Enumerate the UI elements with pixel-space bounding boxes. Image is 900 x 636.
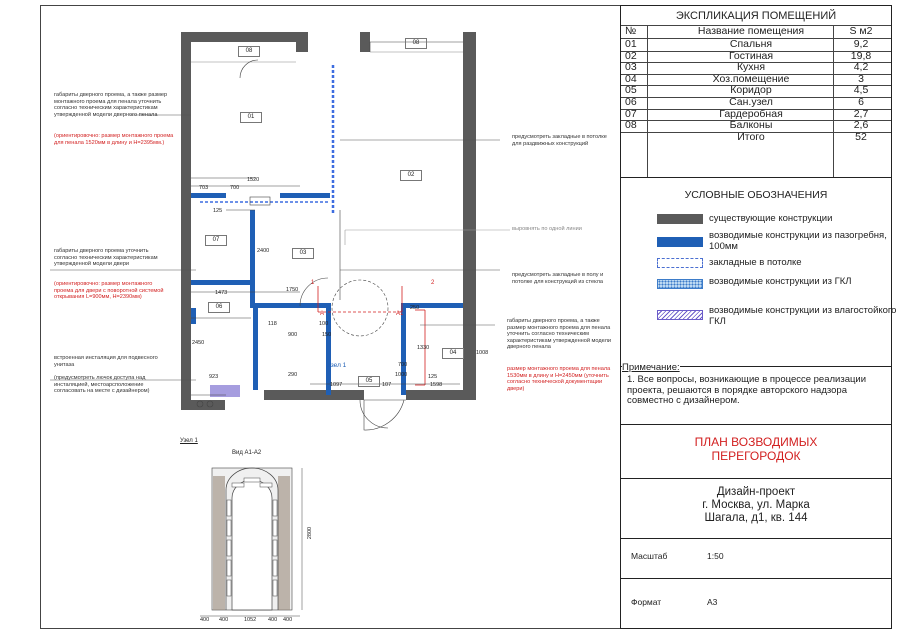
explication-num: 03: [625, 61, 637, 74]
project-info: Дизайн-проект г. Москва, ул. Марка Шагала, д1, кв. 144: [702, 486, 810, 524]
explication-header: № Название помещения S м2: [625, 25, 873, 37]
room-tag-utility: 04: [442, 348, 464, 359]
node-dim: 400: [268, 617, 278, 623]
format-value: А3: [707, 597, 718, 607]
remark-text: 1. Все вопросы, возникающие в процессе реализации проекта, решаются в порядке авторского надзора совместно с дизайнером.: [627, 374, 867, 406]
legend-swatch-moisture-gkl: [657, 310, 703, 320]
node-ref-label: Узел 1: [327, 362, 347, 369]
explication-row: [621, 97, 891, 109]
explication-area: 4,5: [853, 84, 869, 97]
room-tag-bathroom: 06: [208, 302, 230, 313]
dim-label: 1008: [476, 350, 489, 356]
dim-label: 1520: [247, 177, 260, 183]
node-dim: 400: [283, 617, 293, 623]
explication-num: 02: [625, 49, 637, 62]
explication-num: 07: [625, 107, 637, 120]
dim-label: 703: [199, 185, 209, 191]
note-installation-hatch: (предусмотреть лючок доступа над инсталяцией, местоарсположение согласовать на месте с дизайнером): [54, 375, 150, 395]
explication-area: 2,7: [853, 107, 869, 120]
room-tag-corridor: 05: [358, 376, 380, 387]
scale-label: Масштаб: [631, 551, 668, 561]
dim-label: 1598: [430, 382, 443, 388]
explication-num: 05: [625, 84, 637, 97]
legend-swatch-existing: [657, 214, 703, 224]
explication-row: [621, 39, 891, 51]
explication-num: 06: [625, 96, 637, 108]
scale-value: 1:50: [707, 551, 724, 561]
node-detail: [200, 468, 302, 616]
note-ceiling-embed: предусмотреть закладные в потолке для раздвижных конструкций: [512, 134, 607, 147]
dim-label: 125: [213, 208, 223, 214]
explication-area: 6: [858, 96, 864, 108]
dim-label: 2400: [257, 248, 270, 254]
explication-num: 04: [625, 72, 637, 85]
entry-door: [364, 400, 404, 430]
dim-label: 150: [322, 332, 332, 338]
explication-num: 08: [625, 119, 637, 132]
section-mark-2: 2: [431, 280, 435, 286]
node-circle: [332, 280, 388, 336]
dim-label: 118: [268, 321, 277, 327]
dim-label: 100: [319, 321, 329, 327]
dim-label: 1000: [395, 372, 408, 378]
explication-num: 01: [625, 38, 637, 50]
dim-label: 290: [288, 372, 298, 378]
explication-area: 19,8: [850, 49, 872, 62]
explication-area: 3: [858, 72, 864, 85]
node-title: Узел 1: [180, 438, 198, 444]
legend-swatch-gkl: [657, 279, 703, 289]
dim-label: 125: [428, 374, 438, 380]
room-tag-wardrobe: 07: [205, 235, 227, 246]
explication-col-sep: [833, 25, 834, 177]
dim-label: 1097: [330, 382, 343, 388]
room-tag-balcony-1: 08: [238, 46, 260, 57]
explication-name: Кухня: [736, 61, 766, 74]
node-dim: 400: [200, 617, 210, 623]
dim-label: 700: [230, 185, 240, 191]
explication-area: 4,2: [853, 61, 869, 74]
explication-name: Хоз.помещение: [712, 72, 790, 85]
note-door-opening-approx: (ориентировочно: размер монтажного проема для двери с поворотной системой открывания L=900мм, Н=2390мм): [54, 281, 164, 301]
section-mark-1: 1: [311, 280, 315, 286]
dim-label: 107: [382, 382, 392, 388]
note-utility-door: габариты дверного проема, а также размер монтажного проема для пенала уточнить согласно техническим характеристикам утвержденной модели дверного пенала: [507, 318, 611, 351]
note-installation: встроенная инсталяция для подвесного унитаза: [54, 355, 158, 368]
legend-title: УСЛОВНЫЕ ОБОЗНАЧЕНИЯ: [684, 189, 828, 201]
explication-title: ЭКСПЛИКАЦИЯ ПОМЕЩЕНИЙ: [675, 10, 837, 22]
dim-label: 1750: [286, 287, 299, 293]
room-tag-kitchen: 03: [292, 248, 314, 259]
explication-name: Балконы: [729, 119, 773, 132]
explication-area: 9,2: [853, 38, 869, 50]
dim-label: 1330: [417, 345, 430, 351]
dim-label: 900: [288, 332, 298, 338]
note-door-pencil-case-approx: (ориентировочно: размер монтажного проема для пенала 1520мм в длину и Н=2395мм.): [54, 133, 174, 146]
explication-area: 2,6: [853, 119, 869, 132]
legend-swatch-ceiling-embed: [657, 258, 703, 268]
legend-swatch-tongue-groove: [657, 237, 703, 247]
explication-name: Сан.узел: [729, 96, 773, 108]
note-utility-door-approx: размер монтажного проема для пенала 1530мм в длину и Н=2450мм (уточнить согласно технической документации двери): [507, 366, 611, 392]
room-tag-living: 02: [400, 170, 422, 181]
dim-label: 250: [410, 305, 420, 311]
note-door-pencil-case: габариты дверного проема, а также размер монтажного проема для пенала уточнить согласно техническим характеристикам утвержденной модели дверного пенала: [54, 92, 168, 118]
explication-col-sep: [647, 25, 648, 177]
explication-name: Коридор: [730, 84, 772, 97]
note-door-opening: габариты дверного проема уточнить согласно техническим характеристикам утвержденной модели двери: [54, 248, 158, 268]
node-dim: 1052: [244, 617, 257, 623]
dim-label: 700: [398, 362, 408, 368]
note-align: выровнять по одной линии: [512, 226, 582, 232]
explication-name: Гостиная: [728, 49, 774, 62]
node-dim: 400: [219, 617, 229, 623]
dim-label: 1473: [215, 290, 228, 296]
explication-name: Гардеробная: [719, 107, 783, 120]
dim-label: 923: [209, 374, 219, 380]
title-block: ЭКСПЛИКАЦИЯ ПОМЕЩЕНИЙ № Название помещения S м2 01 Спальня 9,2 02 Гостиная 19,8 03 Кухня 4,2 04 Хоз.помещение 3 05 Коридор 4,5 06 Сан.узел 6 07 Гардеробная 2,7 08 Балконы 2,6 Итого 52 УСЛОВНЫЕ ОБОЗНАЧЕНИЯ существующие конструкции возводимые конструкции из пазогребня, 100мм закладные в потолке возводимые конструкции из ГКЛ возводимые конструкции из влагостойкого ГКЛ Примечание: 1. Все вопросы, возникающие в процессе реализации проекта, решаются в порядке авторского надзора совместно с дизайнером. ПЛАН ВОЗВОДИМЫХ ПЕРЕГОРОДОК Дизайн-проект г. Москва, ул. Марка Шагала, д1, кв. 144 Масштаб 1:50 Формат А3: [620, 5, 892, 629]
section-mark-a: A: [320, 311, 325, 317]
node-view-title: Вид А1-А2: [232, 450, 262, 456]
node-dim: 2800: [307, 526, 314, 540]
room-tag-bedroom: 01: [240, 112, 262, 123]
dim-label: 2450: [192, 340, 205, 346]
section-mark-a1: A1: [396, 311, 404, 317]
sheet-title: ПЛАН ВОЗВОДИМЫХ ПЕРЕГОРОДОК: [694, 435, 818, 463]
explication-total: Итого 52: [737, 130, 867, 143]
explication-name: Спальня: [729, 38, 773, 50]
room-tag-balcony-2: 08: [405, 38, 427, 49]
remark-title: Примечание:: [622, 362, 680, 373]
format-label: Формат: [631, 597, 662, 607]
note-glass-embed: предусмотреть закладные в полу и потолке для конструкций из стекла: [512, 272, 604, 285]
